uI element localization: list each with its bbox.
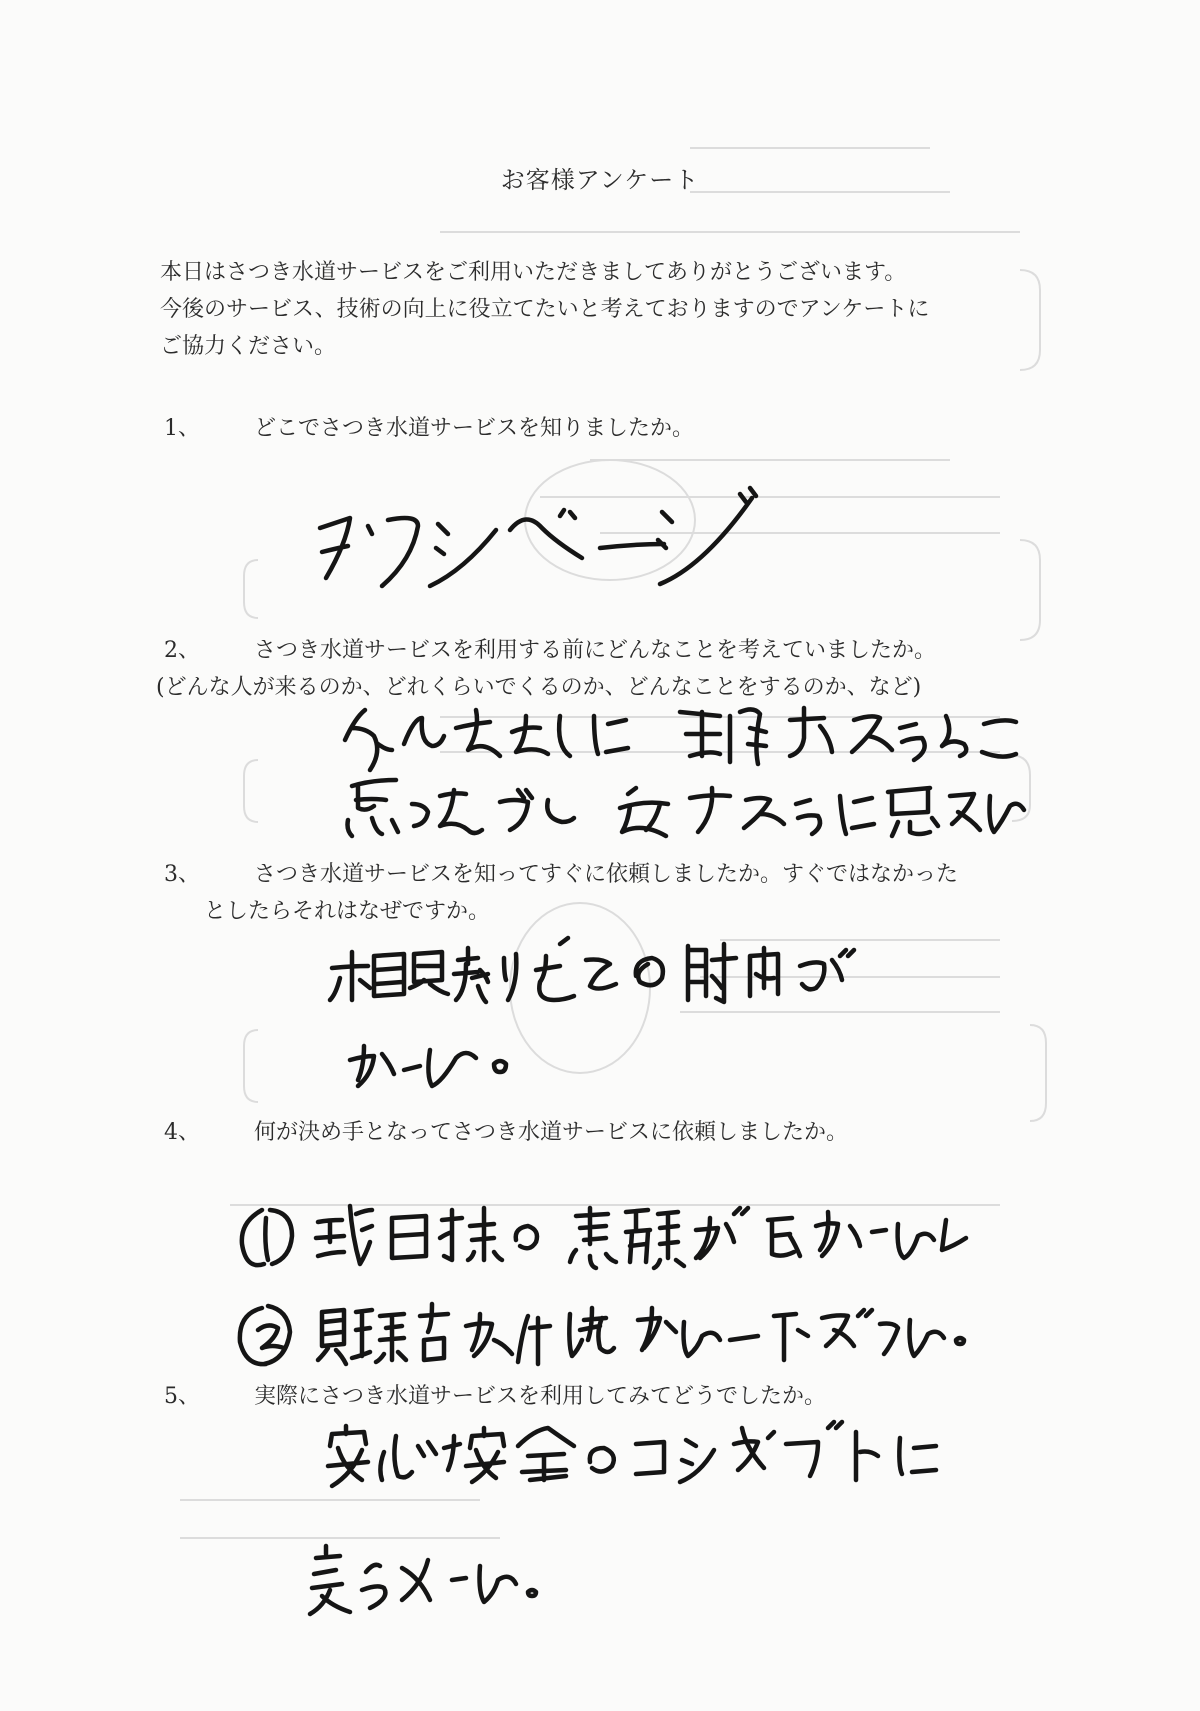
question-number: 5、 [164,1384,200,1409]
question-number: 1、 [164,416,200,441]
answer-2-handwriting [345,708,1024,836]
answer-4-handwriting [240,1206,966,1364]
answer-1-handwriting [320,488,756,586]
survey-title: お客様アンケート [500,166,700,194]
intro-line-1: 本日はさつき水道サービスをご利用いただきましてありがとうございます。 [160,260,907,285]
question-text: 実際にさつき水道サービスを利用してみてどうでしたか。 [254,1384,827,1409]
question-continuation: としたらそれはなぜですか。 [204,899,491,924]
intro-line-2: 今後のサービス、技術の向上に役立てたいと考えておりますのでアンケートに [160,297,930,322]
answer-3-handwriting [330,938,854,1086]
intro-line-3: ご協力ください。 [160,334,337,359]
question-text: 何が決め手となってさつき水道サービスに依頼しましたか。 [254,1120,849,1145]
question-text: さつき水道サービスを利用する前にどんなことを考えていましたか。 [254,638,937,663]
question-number: 2、 [164,638,200,663]
question-number: 4、 [164,1120,200,1145]
question-subtext: (どんな人が来るのか、どれくらいでくるのか、どんなことをするのか、など) [156,675,922,700]
question-text: どこでさつき水道サービスを知りましたか。 [254,416,695,441]
question-text: さつき水道サービスを知ってすぐに依頼しましたか。すぐではなかった [254,862,959,887]
question-number: 3、 [164,862,200,887]
answer-5-handwriting [310,1422,936,1614]
